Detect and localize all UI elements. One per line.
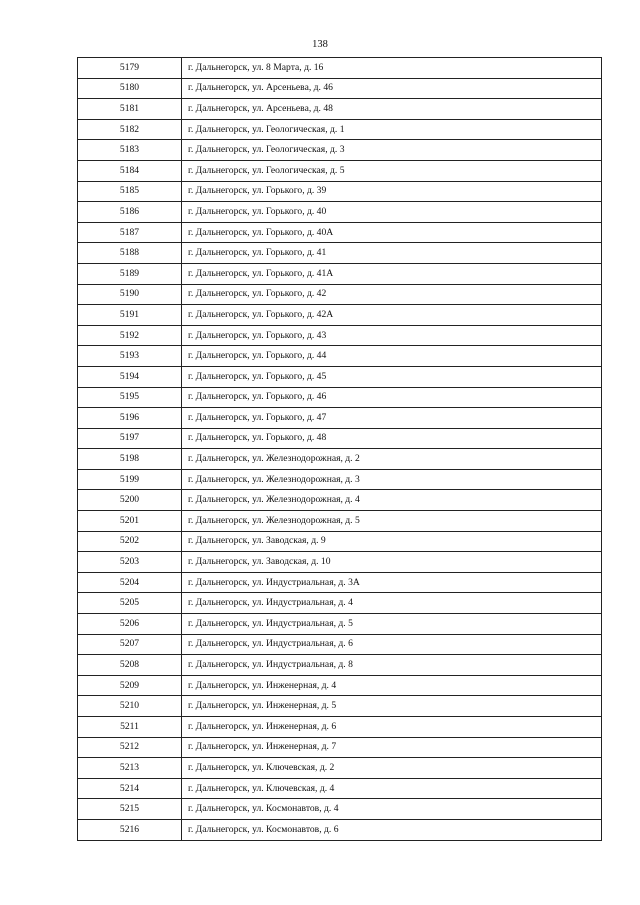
address-cell: г. Дальнегорск, ул. Заводская, д. 10	[182, 552, 602, 573]
address-cell: г. Дальнегорск, ул. Космонавтов, д. 4	[182, 799, 602, 820]
table-row	[78, 552, 602, 573]
row-number-cell: 5187	[78, 222, 182, 243]
address-cell: г. Дальнегорск, ул. 8 Марта, д. 16	[182, 58, 602, 79]
page-number: 138	[312, 39, 328, 50]
row-number-cell: 5180	[78, 78, 182, 99]
row-number-cell: 5191	[78, 305, 182, 326]
row-number-cell: 5211	[78, 717, 182, 738]
table-row	[78, 449, 602, 470]
table-row	[78, 778, 602, 799]
row-number-cell: 5210	[78, 696, 182, 717]
row-number-cell: 5208	[78, 655, 182, 676]
table-row	[78, 305, 602, 326]
table-row	[78, 408, 602, 429]
address-cell: г. Дальнегорск, ул. Железнодорожная, д. 4	[182, 490, 602, 511]
address-cell: г. Дальнегорск, ул. Индустриальная, д. 6	[182, 634, 602, 655]
table-row	[78, 819, 602, 840]
table-row	[78, 634, 602, 655]
row-number-cell: 5209	[78, 675, 182, 696]
address-cell: г. Дальнегорск, ул. Горького, д. 42	[182, 284, 602, 305]
address-table	[77, 57, 602, 841]
table-row	[78, 78, 602, 99]
table-row	[78, 202, 602, 223]
row-number-cell: 5212	[78, 737, 182, 758]
row-number-cell: 5181	[78, 99, 182, 120]
table-row	[78, 614, 602, 635]
row-number-cell: 5196	[78, 408, 182, 429]
address-cell: г. Дальнегорск, ул. Железнодорожная, д. 2	[182, 449, 602, 470]
table-row	[78, 222, 602, 243]
table-row	[78, 675, 602, 696]
row-number-cell: 5195	[78, 387, 182, 408]
table-row	[78, 119, 602, 140]
row-number-cell: 5188	[78, 243, 182, 264]
row-number-cell: 5184	[78, 160, 182, 181]
table-row	[78, 531, 602, 552]
table-row	[78, 737, 602, 758]
row-number-cell: 5179	[78, 58, 182, 79]
address-cell: г. Дальнегорск, ул. Индустриальная, д. 5	[182, 614, 602, 635]
address-cell: г. Дальнегорск, ул. Геологическая, д. 5	[182, 160, 602, 181]
address-cell: г. Дальнегорск, ул. Инженерная, д. 6	[182, 717, 602, 738]
address-cell: г. Дальнегорск, ул. Инженерная, д. 5	[182, 696, 602, 717]
address-cell: г. Дальнегорск, ул. Заводская, д. 9	[182, 531, 602, 552]
table-row	[78, 284, 602, 305]
address-cell: г. Дальнегорск, ул. Горького, д. 40	[182, 202, 602, 223]
address-cell: г. Дальнегорск, ул. Индустриальная, д. 4	[182, 593, 602, 614]
address-cell: г. Дальнегорск, ул. Горького, д. 45	[182, 366, 602, 387]
row-number-cell: 5193	[78, 346, 182, 367]
address-cell: г. Дальнегорск, ул. Космонавтов, д. 6	[182, 819, 602, 840]
table-row	[78, 387, 602, 408]
table-row	[78, 469, 602, 490]
table-row	[78, 490, 602, 511]
row-number-cell: 5215	[78, 799, 182, 820]
table-row	[78, 593, 602, 614]
table-row	[78, 696, 602, 717]
row-number-cell: 5194	[78, 366, 182, 387]
table-row	[78, 511, 602, 532]
row-number-cell: 5207	[78, 634, 182, 655]
table-row	[78, 263, 602, 284]
table-row	[78, 346, 602, 367]
row-number-cell: 5200	[78, 490, 182, 511]
address-cell: г. Дальнегорск, ул. Ключевская, д. 4	[182, 778, 602, 799]
row-number-cell: 5204	[78, 572, 182, 593]
row-number-cell: 5213	[78, 758, 182, 779]
table-row	[78, 428, 602, 449]
table-row	[78, 99, 602, 120]
table-row	[78, 572, 602, 593]
row-number-cell: 5198	[78, 449, 182, 470]
row-number-cell: 5199	[78, 469, 182, 490]
row-number-cell: 5202	[78, 531, 182, 552]
address-cell: г. Дальнегорск, ул. Горького, д. 48	[182, 428, 602, 449]
row-number-cell: 5201	[78, 511, 182, 532]
table-row	[78, 160, 602, 181]
address-cell: г. Дальнегорск, ул. Индустриальная, д. 8	[182, 655, 602, 676]
address-cell: г. Дальнегорск, ул. Инженерная, д. 4	[182, 675, 602, 696]
row-number-cell: 5197	[78, 428, 182, 449]
address-cell: г. Дальнегорск, ул. Железнодорожная, д. 5	[182, 511, 602, 532]
table-row	[78, 58, 602, 79]
address-cell: г. Дальнегорск, ул. Горького, д. 47	[182, 408, 602, 429]
table-row	[78, 717, 602, 738]
table-row	[78, 140, 602, 161]
address-table-body	[78, 58, 602, 841]
row-number-cell: 5182	[78, 119, 182, 140]
row-number-cell: 5216	[78, 819, 182, 840]
address-cell: г. Дальнегорск, ул. Горького, д. 42А	[182, 305, 602, 326]
table-row	[78, 758, 602, 779]
address-cell: г. Дальнегорск, ул. Горького, д. 44	[182, 346, 602, 367]
address-cell: г. Дальнегорск, ул. Горького, д. 39	[182, 181, 602, 202]
address-cell: г. Дальнегорск, ул. Горького, д. 43	[182, 325, 602, 346]
address-cell: г. Дальнегорск, ул. Геологическая, д. 1	[182, 119, 602, 140]
address-cell: г. Дальнегорск, ул. Ключевская, д. 2	[182, 758, 602, 779]
table-row	[78, 799, 602, 820]
address-cell: г. Дальнегорск, ул. Горького, д. 40А	[182, 222, 602, 243]
address-cell: г. Дальнегорск, ул. Арсеньева, д. 48	[182, 99, 602, 120]
row-number-cell: 5192	[78, 325, 182, 346]
table-row	[78, 655, 602, 676]
row-number-cell: 5183	[78, 140, 182, 161]
address-cell: г. Дальнегорск, ул. Горького, д. 41А	[182, 263, 602, 284]
address-cell: г. Дальнегорск, ул. Горького, д. 41	[182, 243, 602, 264]
address-cell: г. Дальнегорск, ул. Горького, д. 46	[182, 387, 602, 408]
row-number-cell: 5206	[78, 614, 182, 635]
row-number-cell: 5203	[78, 552, 182, 573]
row-number-cell: 5214	[78, 778, 182, 799]
table-row	[78, 325, 602, 346]
address-cell: г. Дальнегорск, ул. Индустриальная, д. 3А	[182, 572, 602, 593]
row-number-cell: 5205	[78, 593, 182, 614]
table-row	[78, 243, 602, 264]
row-number-cell: 5185	[78, 181, 182, 202]
row-number-cell: 5190	[78, 284, 182, 305]
row-number-cell: 5189	[78, 263, 182, 284]
address-cell: г. Дальнегорск, ул. Инженерная, д. 7	[182, 737, 602, 758]
table-row	[78, 181, 602, 202]
address-cell: г. Дальнегорск, ул. Арсеньева, д. 46	[182, 78, 602, 99]
address-cell: г. Дальнегорск, ул. Геологическая, д. 3	[182, 140, 602, 161]
table-row	[78, 366, 602, 387]
address-cell: г. Дальнегорск, ул. Железнодорожная, д. 3	[182, 469, 602, 490]
row-number-cell: 5186	[78, 202, 182, 223]
